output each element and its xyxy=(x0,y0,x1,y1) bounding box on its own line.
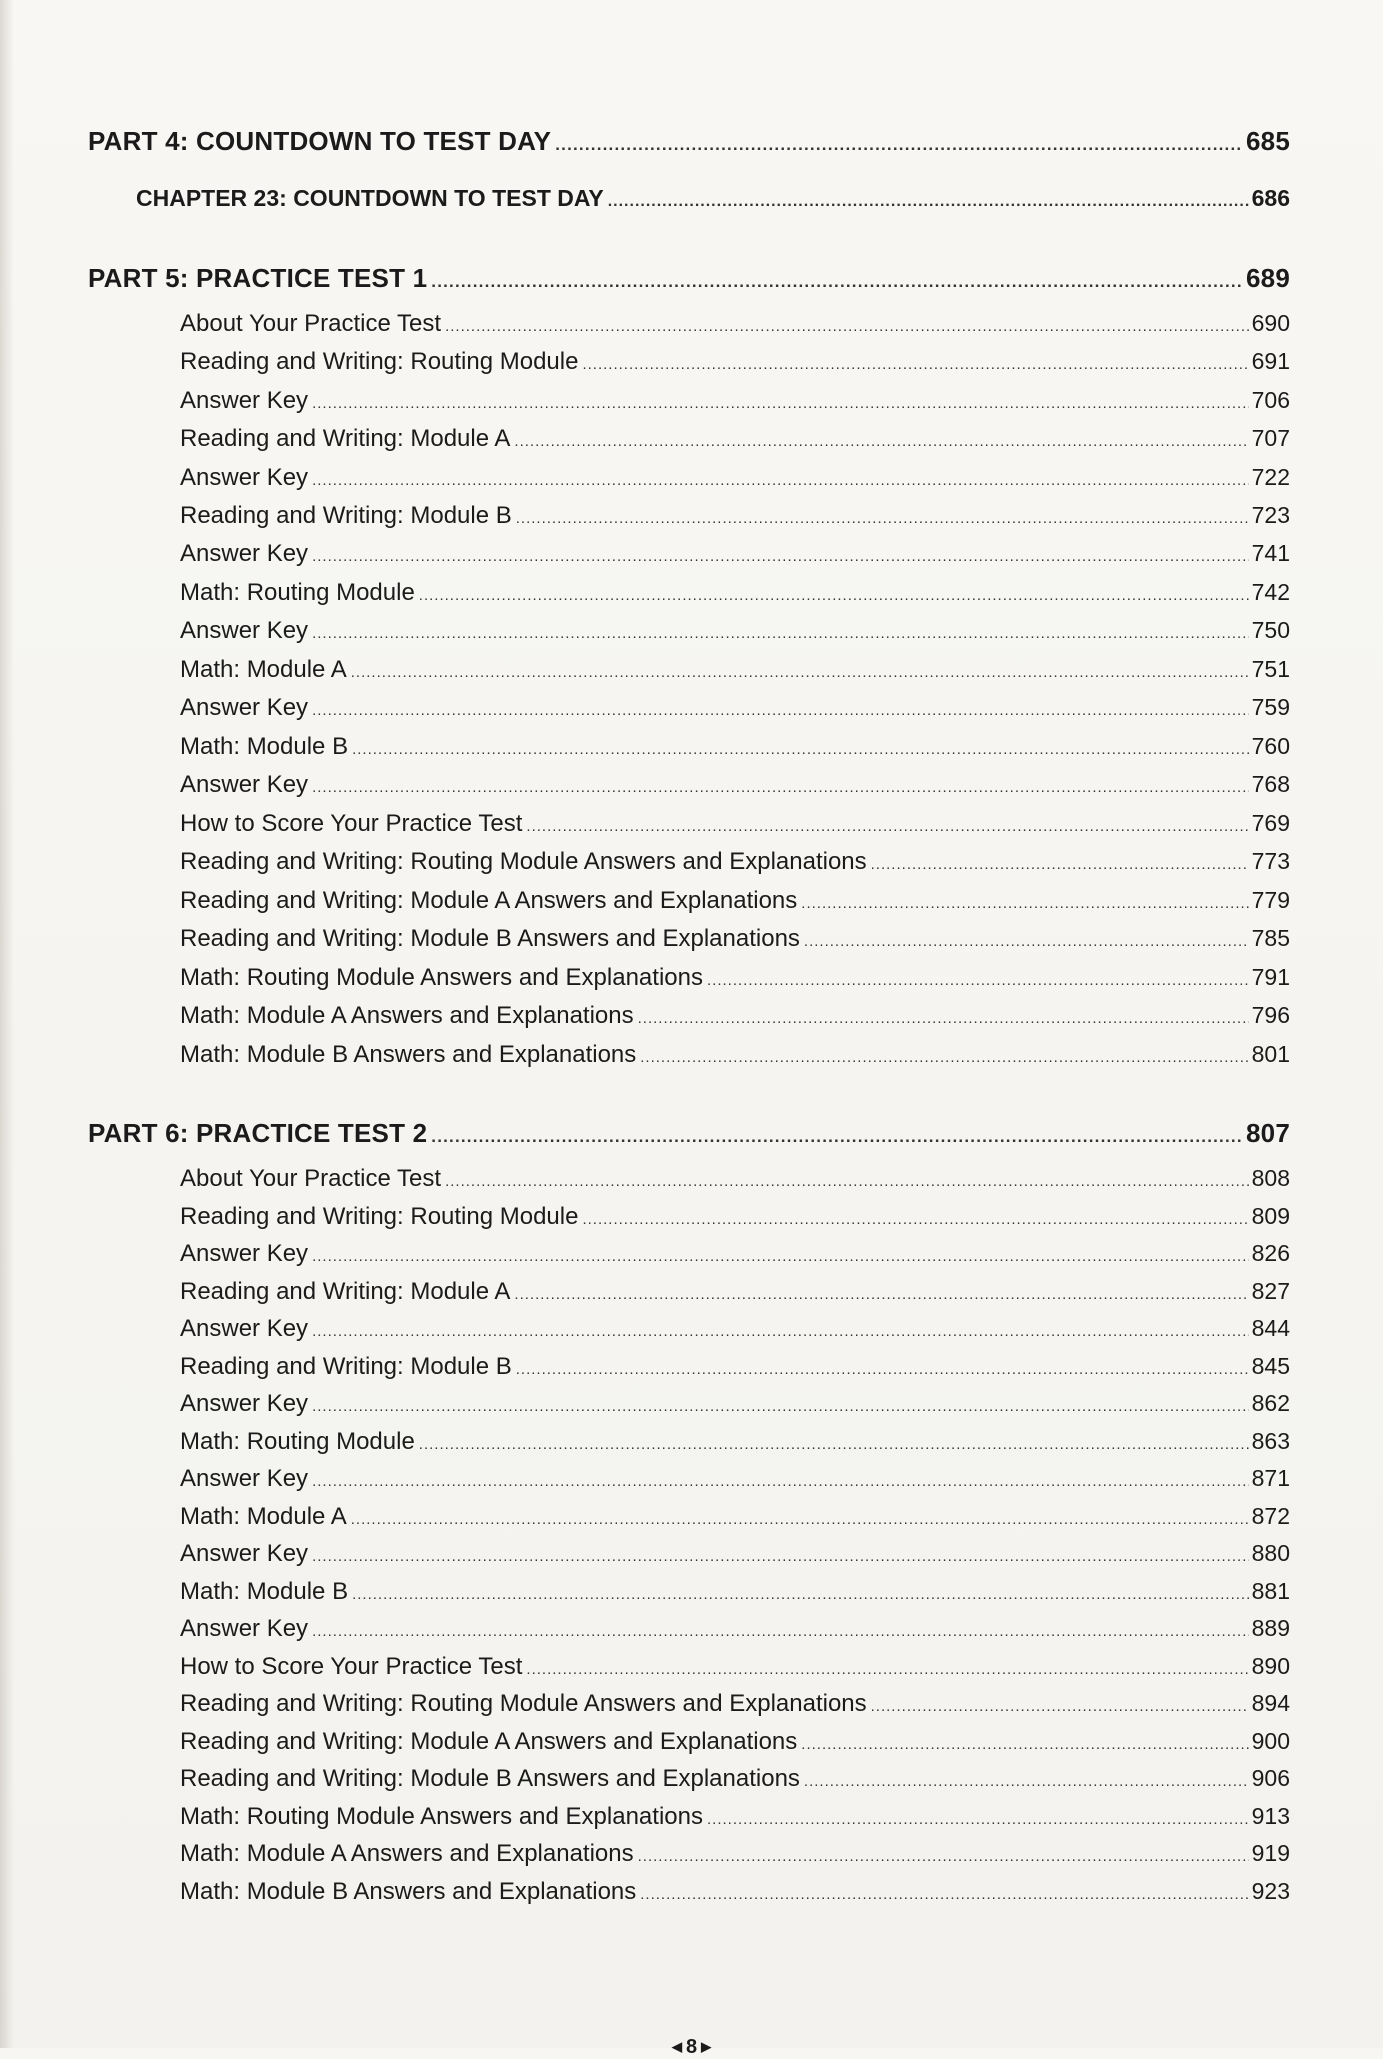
toc-item-label: Math: Module A xyxy=(180,656,347,683)
dot-leader xyxy=(707,973,1249,988)
toc-part-4[interactable] xyxy=(88,126,1290,157)
dot-leader xyxy=(445,319,1249,334)
toc-page-number: 913 xyxy=(1251,1803,1290,1829)
toc-part-6[interactable] xyxy=(88,1118,1290,1149)
toc-item-label: Reading and Writing: Routing Module xyxy=(180,1203,579,1230)
dot-leader xyxy=(801,896,1248,911)
toc-item-label: Reading and Writing: Module B Answers and Explanations xyxy=(180,1765,800,1792)
toc-item-label: Math: Routing Module xyxy=(180,1428,415,1455)
dot-leader xyxy=(351,665,1249,680)
dot-leader xyxy=(351,1512,1249,1527)
toc-item-label: Answer Key xyxy=(180,1240,309,1267)
toc-page-number: 742 xyxy=(1251,579,1290,605)
dot-leader xyxy=(419,1437,1249,1452)
toc-page-number: 685 xyxy=(1246,126,1290,156)
toc-item-label: Reading and Writing: Module A xyxy=(180,1278,511,1305)
dot-leader xyxy=(312,549,1249,564)
toc-item-label: Math: Routing Module Answers and Explanations xyxy=(180,1803,703,1830)
toc-page-number: 900 xyxy=(1251,1728,1290,1754)
toc-page-number: 862 xyxy=(1251,1390,1290,1416)
toc-page-number: 722 xyxy=(1251,464,1290,490)
dot-leader xyxy=(312,473,1249,488)
dot-leader xyxy=(312,626,1249,641)
toc-item-label: Answer Key xyxy=(180,1315,309,1342)
toc-item[interactable] xyxy=(180,694,1290,722)
toc-part-title: PART 6: PRACTICE TEST 2 xyxy=(88,1118,428,1148)
dot-leader xyxy=(312,1474,1249,1489)
toc-page-number: 707 xyxy=(1251,425,1290,451)
toc-page-number: 760 xyxy=(1251,733,1290,759)
toc-page-number: 759 xyxy=(1251,694,1290,720)
dot-leader xyxy=(312,1249,1249,1264)
toc-page-number: 827 xyxy=(1251,1278,1290,1304)
toc-page-number: 890 xyxy=(1251,1653,1290,1679)
toc-page-number: 872 xyxy=(1251,1503,1290,1529)
dot-leader xyxy=(638,1849,1249,1864)
toc-item[interactable] xyxy=(180,1465,1290,1493)
dot-leader xyxy=(312,1549,1249,1564)
toc-item[interactable] xyxy=(180,1041,1290,1069)
toc-item[interactable] xyxy=(180,502,1290,530)
dot-leader xyxy=(431,1128,1243,1145)
dot-leader xyxy=(352,1587,1249,1602)
toc-item[interactable] xyxy=(180,1803,1290,1831)
toc-page-number: 889 xyxy=(1251,1615,1290,1641)
toc-item-label: Answer Key xyxy=(180,464,309,491)
toc-item[interactable] xyxy=(180,1240,1290,1268)
toc-item-label: Answer Key xyxy=(180,1465,309,1492)
toc-item-label: Reading and Writing: Module B xyxy=(180,502,512,529)
toc-item[interactable] xyxy=(180,1690,1290,1718)
dot-leader xyxy=(514,1287,1248,1302)
toc-chapter-23[interactable] xyxy=(136,185,1290,212)
toc-page-number: 769 xyxy=(1251,810,1290,836)
toc-item-label: Answer Key xyxy=(180,1540,309,1567)
toc-part-5[interactable] xyxy=(88,263,1290,294)
dot-leader xyxy=(516,1362,1249,1377)
toc-page-number: 750 xyxy=(1251,617,1290,643)
dot-leader xyxy=(804,1774,1249,1789)
dot-leader xyxy=(431,273,1243,290)
toc-item-label: Answer Key xyxy=(180,1615,309,1642)
toc-page-number: 894 xyxy=(1251,1690,1290,1716)
toc-item-label: Answer Key xyxy=(180,694,309,721)
toc-item-label: Math: Routing Module xyxy=(180,579,415,606)
toc-chapter-title: CHAPTER 23: COUNTDOWN TO TEST DAY xyxy=(136,185,604,211)
toc-item[interactable] xyxy=(180,848,1290,876)
toc-item[interactable] xyxy=(180,1315,1290,1343)
toc-page-number: 808 xyxy=(1251,1165,1290,1191)
toc-item[interactable] xyxy=(180,1653,1290,1681)
toc-page-number: 796 xyxy=(1251,1002,1290,1028)
toc-page-number: 706 xyxy=(1251,387,1290,413)
toc-item[interactable] xyxy=(180,656,1290,684)
toc-item[interactable] xyxy=(180,310,1290,338)
toc-item-label: Answer Key xyxy=(180,771,309,798)
toc-item-label: Reading and Writing: Module B xyxy=(180,1353,512,1380)
toc-item-label: Reading and Writing: Module B Answers and Explanations xyxy=(180,925,800,952)
toc-item[interactable] xyxy=(180,771,1290,799)
toc-item[interactable] xyxy=(180,810,1290,838)
dot-leader xyxy=(312,780,1249,795)
toc-page-number: 881 xyxy=(1251,1578,1290,1604)
toc-item[interactable] xyxy=(180,1428,1290,1456)
toc-item-label: Math: Module B Answers and Explanations xyxy=(180,1041,637,1068)
toc-item-label: Math: Module B xyxy=(180,1578,349,1605)
dot-leader xyxy=(312,1324,1249,1339)
toc-page-number: 791 xyxy=(1251,964,1290,990)
dot-leader xyxy=(352,742,1249,757)
dot-leader xyxy=(640,1887,1248,1902)
page-number: 8 xyxy=(685,2036,698,2058)
toc-page-number: 906 xyxy=(1251,1765,1290,1791)
toc-item-label: Math: Module A xyxy=(180,1503,347,1530)
toc-item-label: Answer Key xyxy=(180,387,309,414)
toc-page-number: 826 xyxy=(1251,1240,1290,1266)
toc-item[interactable] xyxy=(180,1390,1290,1418)
dot-leader xyxy=(312,1624,1249,1639)
dot-leader xyxy=(419,588,1249,603)
dot-leader xyxy=(516,511,1249,526)
toc-item-label: Reading and Writing: Routing Module Answers and Explanations xyxy=(180,848,867,875)
toc-item-label: Reading and Writing: Routing Module xyxy=(180,348,579,375)
dot-leader xyxy=(555,136,1243,153)
dot-leader xyxy=(312,703,1249,718)
toc-item[interactable] xyxy=(180,1728,1290,1756)
left-arrow-icon: ◀ xyxy=(671,2039,682,2054)
dot-leader xyxy=(312,396,1249,411)
toc-page-number: 741 xyxy=(1251,540,1290,566)
dot-leader xyxy=(312,1399,1249,1414)
toc-item[interactable] xyxy=(180,733,1290,761)
right-arrow-icon: ▶ xyxy=(701,2039,712,2054)
toc-page-number: 809 xyxy=(1251,1203,1290,1229)
dot-leader xyxy=(514,434,1248,449)
dot-leader xyxy=(526,1662,1248,1677)
toc-item[interactable] xyxy=(180,540,1290,568)
toc-item-label: Math: Module A Answers and Explanations xyxy=(180,1840,634,1867)
toc-page-number: 807 xyxy=(1246,1118,1290,1148)
toc-page-number: 844 xyxy=(1251,1315,1290,1341)
toc-part-title: PART 4: COUNTDOWN TO TEST DAY xyxy=(88,126,552,156)
toc-item[interactable] xyxy=(180,464,1290,492)
toc-item[interactable] xyxy=(180,1165,1290,1193)
toc-item-label: Answer Key xyxy=(180,1390,309,1417)
toc-page-number: 779 xyxy=(1251,887,1290,913)
toc-item[interactable] xyxy=(180,887,1290,915)
dot-leader xyxy=(640,1050,1248,1065)
toc-item-label: About Your Practice Test xyxy=(180,1165,442,1192)
toc-page-number: 845 xyxy=(1251,1353,1290,1379)
dot-leader xyxy=(638,1011,1249,1026)
toc-item[interactable] xyxy=(180,964,1290,992)
toc-item-label: Math: Module B xyxy=(180,733,349,760)
toc-item[interactable] xyxy=(180,1615,1290,1643)
toc-item[interactable] xyxy=(180,1765,1290,1793)
toc-item-label: About Your Practice Test xyxy=(180,310,442,337)
toc-item-label: Math: Module A Answers and Explanations xyxy=(180,1002,634,1029)
toc-page-number: 686 xyxy=(1251,185,1290,211)
dot-leader xyxy=(801,1737,1248,1752)
toc-item[interactable] xyxy=(180,1002,1290,1030)
toc-item[interactable] xyxy=(180,579,1290,607)
dot-leader xyxy=(582,357,1248,372)
toc-item[interactable] xyxy=(180,1578,1290,1606)
toc-item-label: Reading and Writing: Routing Module Answers and Explanations xyxy=(180,1690,867,1717)
dot-leader xyxy=(804,934,1249,949)
toc-item[interactable] xyxy=(180,387,1290,415)
toc-page-number: 723 xyxy=(1251,502,1290,528)
dot-leader xyxy=(871,857,1249,872)
toc-item[interactable] xyxy=(180,1503,1290,1531)
toc-item-label: Reading and Writing: Module A xyxy=(180,425,511,452)
dot-leader xyxy=(707,1812,1249,1827)
toc-item-label: Reading and Writing: Module A Answers and Explanations xyxy=(180,1728,798,1755)
toc-item-label: Reading and Writing: Module A Answers and Explanations xyxy=(180,887,798,914)
toc-item[interactable] xyxy=(180,925,1290,953)
toc-item-label: How to Score Your Practice Test xyxy=(180,810,523,837)
toc-page-number: 785 xyxy=(1251,925,1290,951)
toc-page-number: 880 xyxy=(1251,1540,1290,1566)
dot-leader xyxy=(526,819,1248,834)
toc-item[interactable] xyxy=(180,617,1290,645)
toc-item[interactable] xyxy=(180,1840,1290,1868)
toc-item-label: Answer Key xyxy=(180,540,309,567)
toc-page-number: 689 xyxy=(1246,263,1290,293)
toc-item[interactable] xyxy=(180,1278,1290,1306)
toc-page-number: 871 xyxy=(1251,1465,1290,1491)
toc-item[interactable] xyxy=(180,425,1290,453)
dot-leader xyxy=(445,1174,1249,1189)
toc-page-number: 801 xyxy=(1251,1041,1290,1067)
page-gutter-shadow xyxy=(0,0,14,2048)
toc-page-number: 863 xyxy=(1251,1428,1290,1454)
toc-item[interactable] xyxy=(180,348,1290,376)
toc-item-label: Math: Module B Answers and Explanations xyxy=(180,1878,637,1905)
dot-leader xyxy=(871,1699,1249,1714)
toc-page-number: 691 xyxy=(1251,348,1290,374)
dot-leader xyxy=(582,1212,1248,1227)
toc-item-label: How to Score Your Practice Test xyxy=(180,1653,523,1680)
toc-item[interactable] xyxy=(180,1878,1290,1906)
toc-item[interactable] xyxy=(180,1203,1290,1231)
toc-page-number: 773 xyxy=(1251,848,1290,874)
toc-item-label: Math: Routing Module Answers and Explanations xyxy=(180,964,703,991)
toc-page-number: 690 xyxy=(1251,310,1290,336)
toc-page-number: 751 xyxy=(1251,656,1290,682)
toc-page-number: 923 xyxy=(1251,1878,1290,1904)
toc-page-number: 919 xyxy=(1251,1840,1290,1866)
toc-page-number: 768 xyxy=(1251,771,1290,797)
toc-item[interactable] xyxy=(180,1353,1290,1381)
toc-item[interactable] xyxy=(180,1540,1290,1568)
toc-item-label: Answer Key xyxy=(180,617,309,644)
dot-leader xyxy=(608,194,1249,210)
toc-part-title: PART 5: PRACTICE TEST 1 xyxy=(88,263,428,293)
